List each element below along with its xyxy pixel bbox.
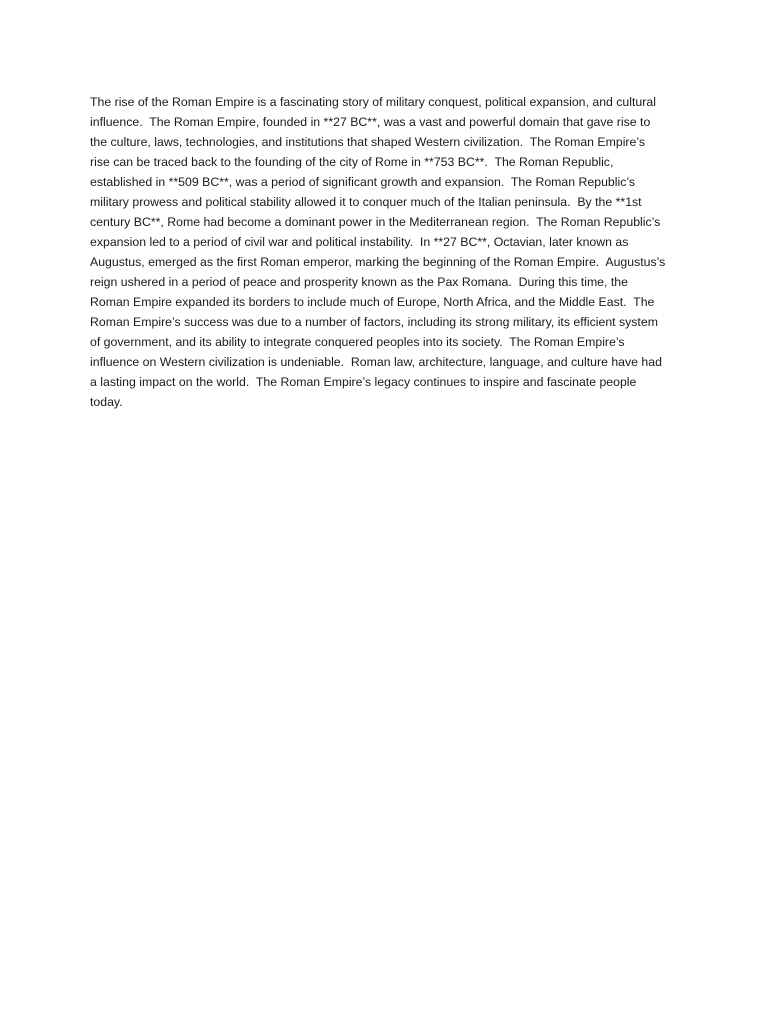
text-line: The rise of the Roman Empire is a fascinating story of military conquest, political expansion, and cultural (90, 95, 656, 109)
text-line: military prowess and political stability allowed it to conquer much of the Italian peninsula. By the **1st (90, 195, 642, 209)
text-line: Roman Empire expanded its borders to include much of Europe, North Africa, and the Middle East. The (90, 295, 655, 309)
text-line: century BC**, Rome had become a dominant power in the Mediterranean region. The Roman Republic’s (90, 215, 661, 229)
text-line: established in **509 BC**, was a period of significant growth and expansion. The Roman Republic’s (90, 175, 636, 189)
text-line: today. (90, 395, 123, 409)
text-line: rise can be traced back to the founding of the city of Rome in **753 BC**. The Roman Republic, (90, 155, 614, 169)
body-paragraph (90, 92, 680, 412)
text-line: influence. The Roman Empire, founded in **27 BC**, was a vast and powerful domain that gave rise to (90, 115, 651, 129)
text-line: reign ushered in a period of peace and prosperity known as the Pax Romana. During this time, the (90, 275, 628, 289)
text-line: influence on Western civilization is undeniable. Roman law, architecture, language, and culture have had (90, 355, 662, 369)
text-line: of government, and its ability to integrate conquered peoples into its society. The Roman Empire’s (90, 335, 625, 349)
text-line: Augustus, emerged as the first Roman emperor, marking the beginning of the Roman Empire. Augustus’s (90, 255, 666, 269)
text-line: a lasting impact on the world. The Roman Empire’s legacy continues to inspire and fascinate people (90, 375, 637, 389)
text-line: expansion led to a period of civil war and political instability. In **27 BC**, Octavian, later known as (90, 235, 629, 249)
text-line: Roman Empire’s success was due to a number of factors, including its strong military, its efficient system (90, 315, 658, 329)
text-line: the culture, laws, technologies, and institutions that shaped Western civilization. The Roman Empire’s (90, 135, 646, 149)
